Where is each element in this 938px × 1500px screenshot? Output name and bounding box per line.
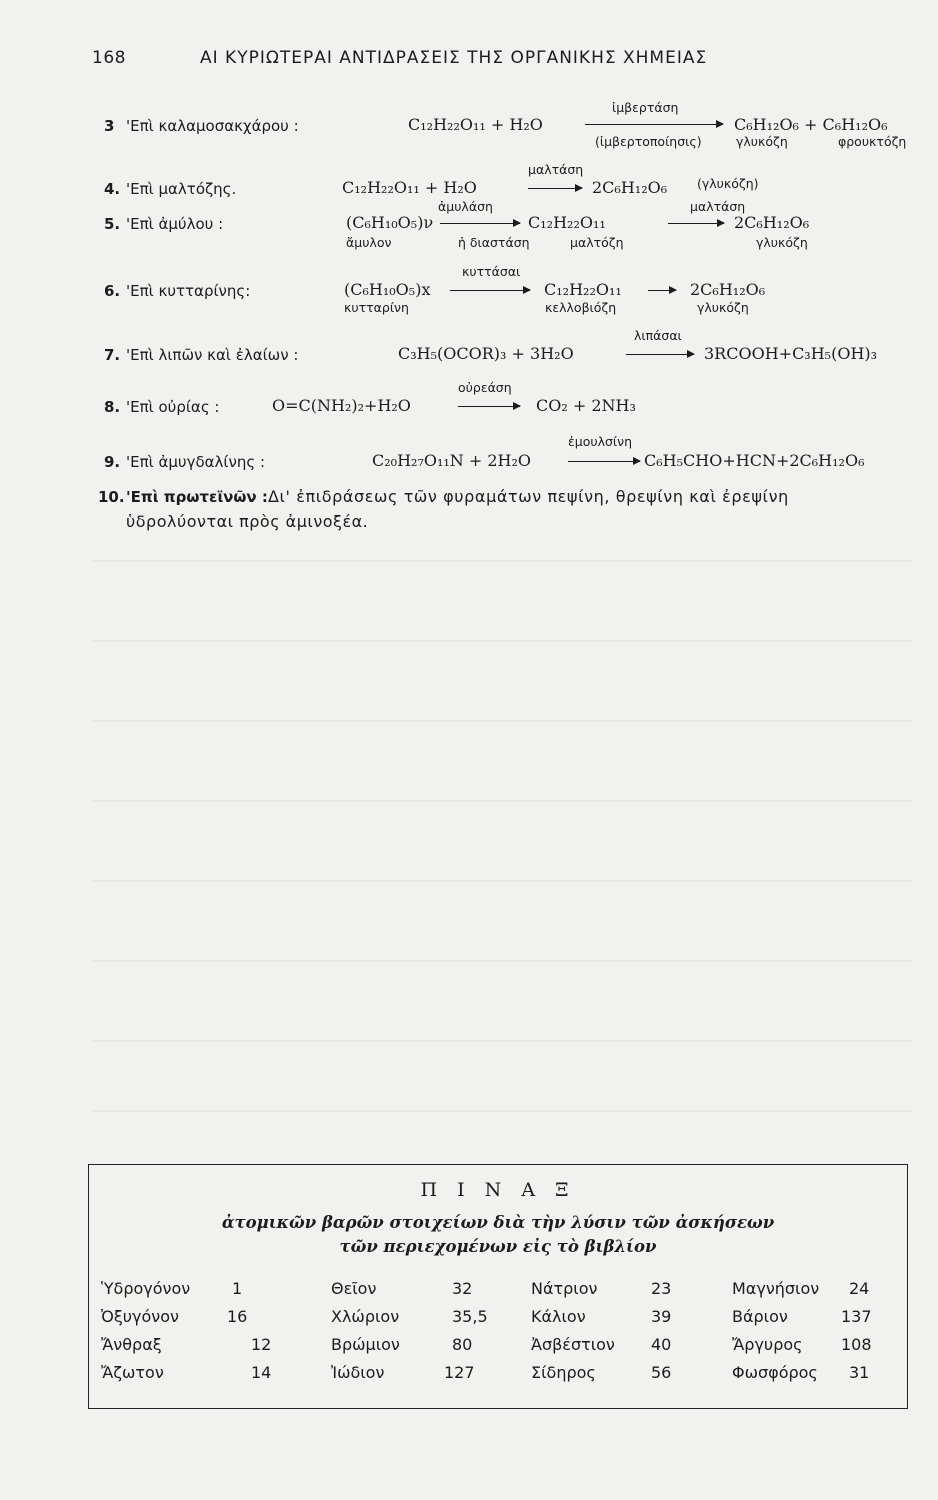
item-label: 'Επὶ ἀμύλου : xyxy=(126,215,224,233)
enzyme-label: ἐμουλσίνη xyxy=(568,434,633,449)
item-number: 10. xyxy=(98,488,125,506)
equation-intermediate: C₁₂H₂₂O₁₁ xyxy=(544,280,622,299)
equation-intermediate: C₁₂H₂₂O₁₁ xyxy=(528,213,606,232)
reaction-arrow xyxy=(440,223,520,224)
enzyme-label: μαλτάση xyxy=(528,162,584,177)
enzyme-label: κυττάσαι xyxy=(462,264,521,279)
note-diastase: ἡ διαστάση xyxy=(458,235,530,250)
element-name: Θεῖον xyxy=(331,1279,377,1298)
element-name: Σίδηρος xyxy=(531,1363,596,1382)
atomic-weight: 32 xyxy=(452,1279,473,1298)
atomic-weight: 40 xyxy=(651,1335,672,1354)
atomic-weight: 24 xyxy=(849,1279,870,1298)
reaction-arrow xyxy=(626,354,694,355)
element-name: Φωσφόρος xyxy=(732,1363,818,1382)
element-name: Ἰώδιον xyxy=(331,1363,385,1382)
equation-products: 3RCOOH+C₃H₅(OH)₃ xyxy=(704,344,878,363)
element-name: Χλώριον xyxy=(331,1307,400,1326)
item-number: 3 xyxy=(104,117,115,135)
note-glucose: (γλυκόζη) xyxy=(697,176,759,191)
atomic-weight: 137 xyxy=(841,1307,872,1326)
note-glucose: γλυκόζη xyxy=(697,300,749,315)
note-cellulose: κυτταρίνη xyxy=(344,300,409,315)
enzyme-label: ἰμβερτάση xyxy=(612,100,679,115)
note-starch: ἄμυλον xyxy=(346,235,392,250)
running-title: ΑΙ ΚΥΡΙΩΤΕΡΑΙ ΑΝΤΙΔΡΑΣΕΙΣ ΤΗΣ ΟΡΓΑΝΙΚΗΣ ΧΗΜΕΙΑΣ xyxy=(200,48,708,68)
element-name: Ὀξυγόνον xyxy=(101,1307,179,1326)
equation-products: 2C₆H₁₂O₆ xyxy=(734,213,810,232)
equation-reactants: C₂₀H₂₇O₁₁N + 2H₂O xyxy=(372,451,532,470)
atomic-weight: 1 xyxy=(232,1279,243,1298)
atomic-weight: 80 xyxy=(452,1335,473,1354)
atomic-weight: 14 xyxy=(251,1363,272,1382)
item-text-line1: Δι' ἐπιδράσεως τῶν φυραμάτων πεψίνη, θρεψίνη καὶ ἐρεψίνη xyxy=(268,487,789,506)
item-label: 'Επὶ καλαμοσακχάρου : xyxy=(126,117,299,135)
element-name: Βάριον xyxy=(732,1307,788,1326)
item-number: 4. xyxy=(104,180,121,198)
reaction-arrow xyxy=(458,406,520,407)
element-name: Ἄζωτον xyxy=(101,1363,164,1382)
element-name: Κάλιον xyxy=(531,1307,586,1326)
element-name: Βρώμιον xyxy=(331,1335,400,1354)
table-subtitle-line1: ἀτομικῶν βαρῶν στοιχείων διὰ τὴν λύσιν τῶν ἀσκήσεων xyxy=(221,1213,775,1232)
enzyme-label: οὐρεάση xyxy=(458,380,512,395)
reaction-arrow-2 xyxy=(668,223,724,224)
reaction-arrow xyxy=(585,124,723,125)
note-process: (ἰμβερτοποίησις) xyxy=(595,134,702,149)
reaction-arrow xyxy=(528,188,582,189)
reaction-arrow-2 xyxy=(648,290,676,291)
equation-products: CO₂ + 2NH₃ xyxy=(536,396,636,415)
item-label: 'Επὶ πρωτεϊνῶν : xyxy=(126,488,268,506)
note-fructose: φρουκτόζη xyxy=(838,134,907,149)
atomic-weight: 35,5 xyxy=(452,1307,488,1326)
element-name: Μαγνήσιον xyxy=(732,1279,820,1298)
item-number: 7. xyxy=(104,346,121,364)
atomic-weight: 12 xyxy=(251,1335,272,1354)
reaction-arrow xyxy=(568,461,640,462)
element-name: Νάτριον xyxy=(531,1279,598,1298)
equation-reactant: (C₆H₁₀O₅)ν xyxy=(346,213,434,232)
note-glucose: γλυκόζη xyxy=(756,235,808,250)
atomic-weight: 56 xyxy=(651,1363,672,1382)
atomic-weights-table xyxy=(88,1164,908,1409)
atomic-weight: 16 xyxy=(227,1307,248,1326)
equation-products: 2C₆H₁₂O₆ xyxy=(690,280,766,299)
item-label: 'Επὶ οὐρίας : xyxy=(126,398,220,416)
atomic-weight: 31 xyxy=(849,1363,870,1382)
note-cellobiose: κελλοβιόζη xyxy=(545,300,617,315)
item-number: 9. xyxy=(104,453,121,471)
page-number: 168 xyxy=(92,48,126,68)
element-name: Ἄνθραξ xyxy=(101,1335,162,1354)
table-title: Π Ι Ν Α Ξ xyxy=(420,1179,576,1201)
item-number: 8. xyxy=(104,398,121,416)
equation-reactant: (C₆H₁₀O₅)x xyxy=(344,280,431,299)
element-name: Ἀσβέστιον xyxy=(531,1335,615,1354)
atomic-weight: 39 xyxy=(651,1307,672,1326)
equation-reactants: C₁₂H₂₂O₁₁ + H₂O xyxy=(342,178,477,197)
note-maltose: μαλτόζη xyxy=(570,235,624,250)
enzyme-label-2: μαλτάση xyxy=(690,199,746,214)
note-glucose: γλυκόζη xyxy=(736,134,788,149)
element-name: Ἄργυρος xyxy=(732,1335,803,1354)
table-subtitle-line2: τῶν περιεχομένων εἰς τὸ βιβλίον xyxy=(339,1237,657,1256)
equation-products: 2C₆H₁₂O₆ xyxy=(592,178,668,197)
item-text-line2: ὑδρολύονται πρὸς ἀμινοξέα. xyxy=(126,512,369,531)
reaction-arrow xyxy=(450,290,530,291)
atomic-weight: 23 xyxy=(651,1279,672,1298)
item-label: 'Επὶ λιπῶν καὶ ἐλαίων : xyxy=(126,346,299,364)
item-label: 'Επὶ ἀμυγδαλίνης : xyxy=(126,453,265,471)
atomic-weight: 108 xyxy=(841,1335,872,1354)
atomic-weight: 127 xyxy=(444,1363,475,1382)
element-name: Ὑδρογόνον xyxy=(101,1279,191,1298)
item-label: 'Επὶ μαλτόζης. xyxy=(126,180,237,198)
equation-reactants: C₃H₅(OCOR)₃ + 3H₂O xyxy=(398,344,574,363)
enzyme-label: λιπάσαι xyxy=(634,328,682,343)
equation-products: C₆H₁₂O₆ + C₆H₁₂O₆ xyxy=(734,115,888,134)
equation-reactants: C₁₂H₂₂O₁₁ + H₂O xyxy=(408,115,543,134)
item-number: 6. xyxy=(104,282,121,300)
equation-reactants: O=C(NH₂)₂+H₂O xyxy=(272,396,411,415)
item-label: 'Επὶ κυτταρίνης: xyxy=(126,282,251,300)
enzyme-label: ἀμυλάση xyxy=(438,199,493,214)
equation-products: C₆H₅CHO+HCN+2C₆H₁₂O₆ xyxy=(644,451,865,470)
item-number: 5. xyxy=(104,215,121,233)
